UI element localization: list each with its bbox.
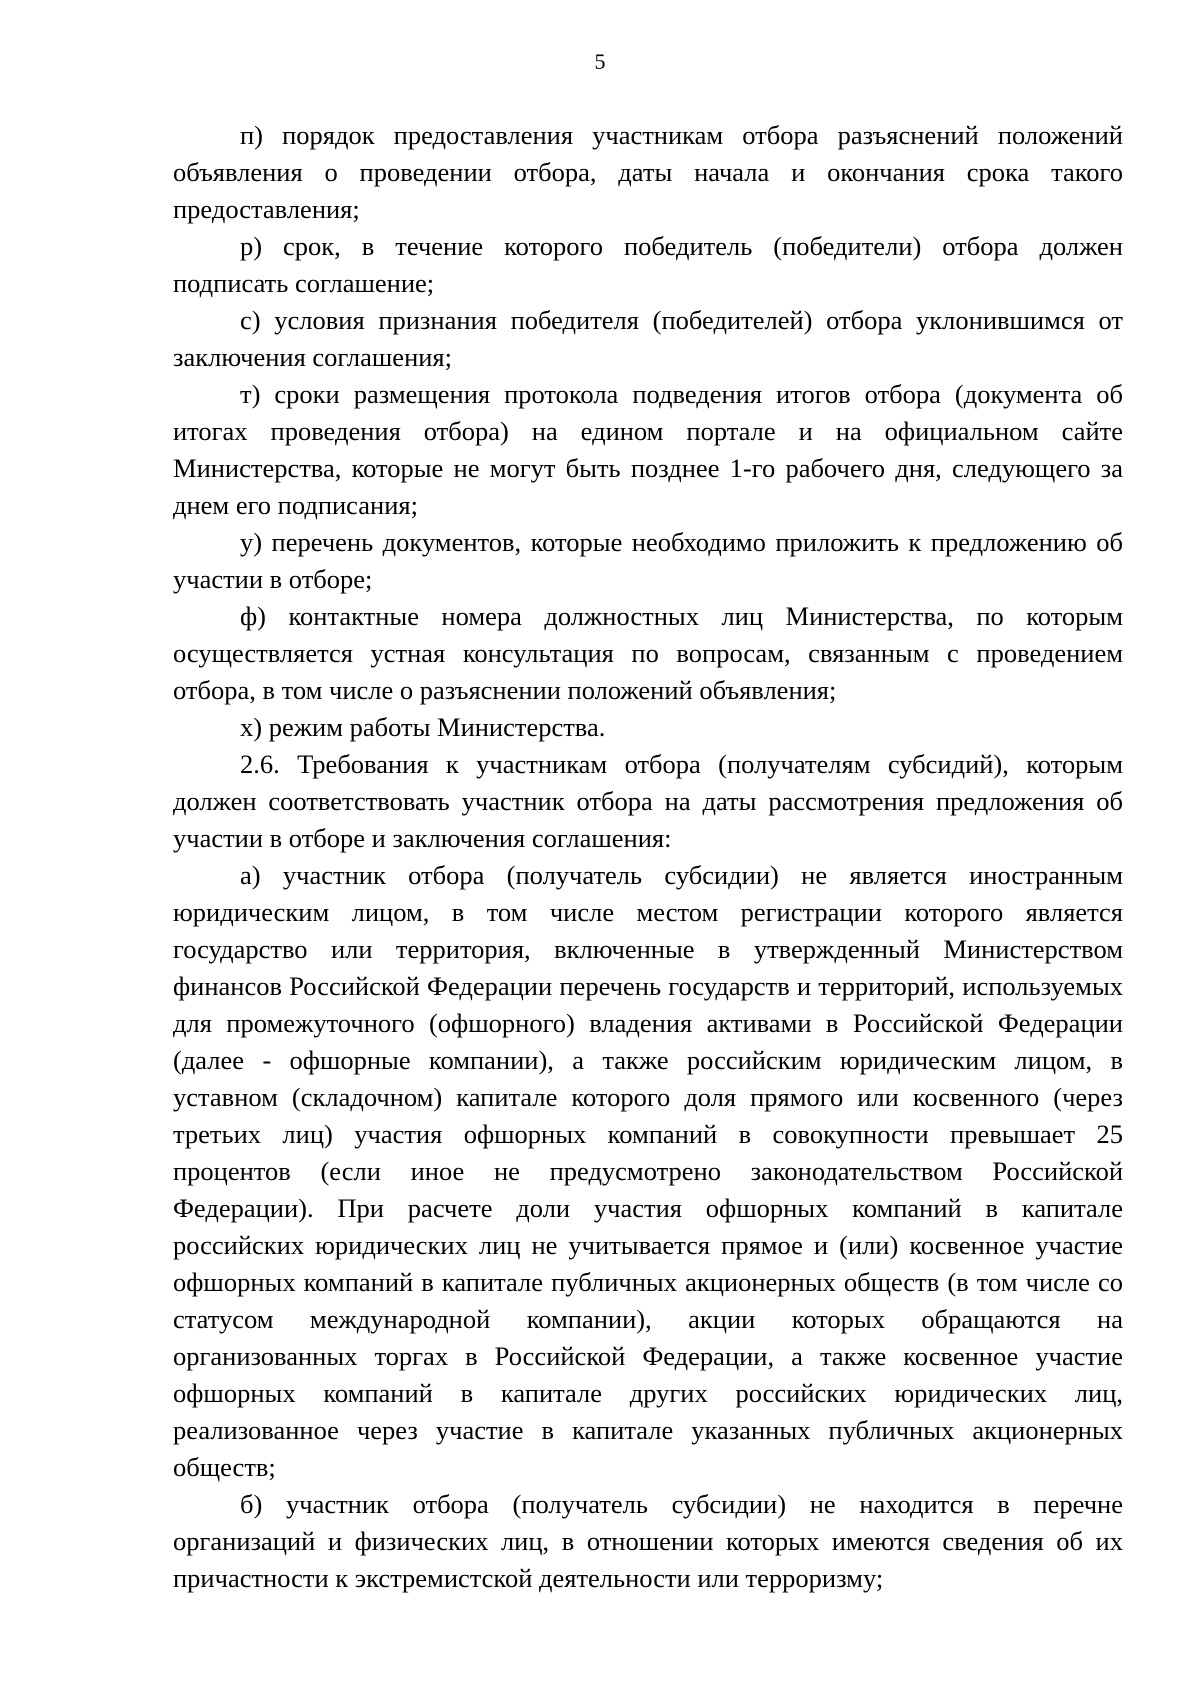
paragraph-p: п) порядок предоставления участникам отбора разъяснений положений объявления о проведении отбора, даты начала и окончания срока такого предоставления; xyxy=(173,120,1123,224)
paragraph-r: р) срок, в течение которого победитель (победители) отбора должен подписать соглашение; xyxy=(173,231,1123,298)
paragraph-f: ф) контактные номера должностных лиц Министерства, по которым осуществляется устная консультация по вопросам, связанным с проведением отбора, в том числе о разъяснении положений объявления; xyxy=(173,601,1123,705)
paragraph-b: б) участник отбора (получатель субсидии) не находится в перечне организаций и физических лиц, в отношении которых имеются сведения об их причастности к экстремистской деятельности или терроризму; xyxy=(173,1489,1123,1593)
page-number: 5 xyxy=(594,49,606,74)
paragraph-u: у) перечень документов, которые необходимо приложить к предложению об участии в отборе; xyxy=(173,527,1123,594)
paragraph-2-6: 2.6. Требования к участникам отбора (получателям субсидий), которым должен соответствовать участник отбора на даты рассмотрения предложения об участии в отборе и заключения соглашения: xyxy=(173,749,1123,853)
paragraph-a: а) участник отбора (получатель субсидии) не является иностранным юридическим лицом, в том числе местом регистрации которого является государство или территория, включенные в утвержденный Министерством финансов Российской Федерации перечень государств и территорий, используемых для промежуточного (офшорного) владения активами в Российской Федерации (далее - офшорные компании), а также российским юридическим лицом, в уставном (складочном) капитале которого доля прямого или косвенного (через третьих лиц) участия офшорных компаний в совокупности превышает 25 процентов (если иное не предусмотрено законодательством Российской Федерации). При расчете доли участия офшорных компаний в капитале российских юридических лиц не учитывается прямое и (или) косвенное участие офшорных компаний в капитале публичных акционерных обществ (в том числе со статусом международной компании), акции которых обращаются на организованных торгах в Российской Федерации, а также косвенное участие офшорных компаний в капитале других российских юридических лиц, реализованное через участие в капитале указанных публичных акционерных обществ; xyxy=(173,860,1123,1482)
paragraph-t: т) сроки размещения протокола подведения итогов отбора (документа об итогах проведения отбора) на едином портале и на официальном сайте Министерства, которые не могут быть позднее 1-го рабочего дня, следующего за днем его подписания; xyxy=(173,379,1123,520)
paragraph-s: с) условия признания победителя (победителей) отбора уклонившимся от заключения соглашения; xyxy=(173,305,1123,372)
paragraph-kh: х) режим работы Министерства. xyxy=(240,712,606,742)
document-body xyxy=(173,117,1123,1597)
